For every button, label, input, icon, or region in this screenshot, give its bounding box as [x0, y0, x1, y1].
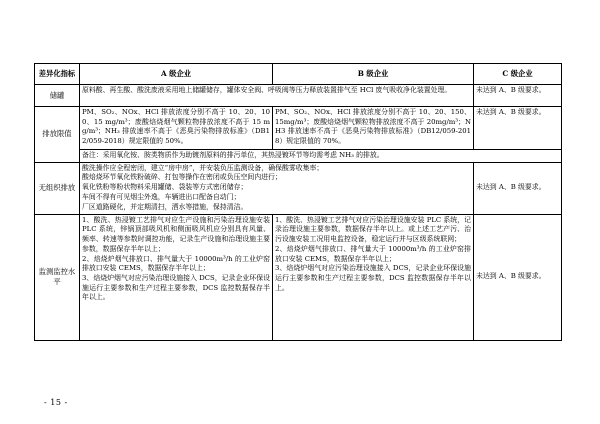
storage-ab-requirement: 原料酸、再生酸、酸洗废液采用地上储罐储存，罐体安全阀、呼吸阀等压力释放装置排气至 HCl 废气吸收净化装置处理。	[80, 85, 474, 107]
table-row-monitoring	[35, 214, 562, 340]
table-row-emission-note	[35, 150, 562, 163]
table-row-storage	[35, 85, 562, 107]
unorganized-ab-requirement: 酸洗操作应全程密闭，建立“房中房”，并安装负压监测设备，确保酸雾收集率； 酸焙烧环节氧化铁粉破碎、打包等操作在密闭或负压空间内进行； 氧化铁粉等粉状物料采用罐储、袋装等方式密闭储存； 车间不得有可见烟尘外逸，车辆进出口配备自动门； 厂区道路硬化，并定期清扫，洒水等措施，保持清洁。	[80, 162, 474, 214]
header-c-level: C 级企业	[474, 64, 562, 85]
indicator-emission: 排放限值	[35, 107, 80, 163]
indicator-storage: 储罐	[35, 85, 80, 107]
monitoring-b-requirement: 1、酸洗、热浸镀工艺排气对应污染治理设施安装 PLC 系统，记录治理设施主要参数，数据保存半年以上。或上述工艺产污、治污设施安装工况用电监控设备，稳定运行并与区级系统联网； 2、焙烧炉烟气排放口、排气量大于 10000m³/h 的工业炉窑排放口安装 CEMS，数据保存半年以上； 3、焙烧炉烟气对应污染治理设施接入 DCS，记录企业环保设施运行主要参数和生产过程主要参数，DCS 监控数据保存半年以上。	[273, 214, 474, 340]
unorganized-c-requirement: 未达到 A、B 级要求。	[474, 162, 562, 214]
table-header-row	[35, 64, 562, 85]
emission-note: 备注：采用氧化铵、胺类物质作为助镀剂原料的排污单位，其热浸镀环节等均需考虑 NH₃ 的排放。	[80, 150, 562, 163]
indicator-monitoring: 监测监控水平	[35, 214, 80, 340]
page-number: - 15 -	[44, 398, 68, 407]
table-row-emission	[35, 107, 562, 150]
emission-b-requirement: PM、SO₂、NOx、HCl 排放浓度分别不高于 10、20、150、15mg/m³；废酸焙烧烟气颗粒物排放浓度不高于 20mg/m³；NH3 排放速率不高于《恶臭污染物排放标准》（DB12/059-2018）规定限值的 70%。	[273, 107, 474, 150]
monitoring-c-requirement: 未达到 A、B 级要求。	[474, 214, 562, 340]
indicator-unorganized: 无组织排放	[35, 162, 80, 214]
header-indicator: 差异化指标	[35, 64, 80, 85]
grading-table	[34, 63, 562, 341]
storage-c-requirement: 未达到 A、B 级要求。	[474, 85, 562, 107]
monitoring-a-requirement: 1、酸洗、热浸镀工艺排气对应生产设施和污染治理设施安装 PLC 系统，锌锅顶部吸风机和侧面吸风机应分别具有风量、频率、转速等参数时调控功能，记录生产设施和治理设施主要参数，数据保存半年以上； 2、焙烧炉烟气排放口、排气量大于 10000m³/h 的工业炉窑排放口安装 CEMS，数据保存半年以上； 3、焙烧炉烟气对应污染治理设施接入 DCS，记录企业环保设施运行主要参数和生产过程主要参数，DCS 监控数据保存半年以上。	[80, 214, 273, 340]
emission-c-requirement: 未达到 A、B 级要求。	[474, 107, 562, 150]
header-b-level: B 级企业	[273, 64, 474, 85]
table-row-unorganized	[35, 162, 562, 214]
emission-a-requirement: PM、SO₂、NOx、HCl 排放浓度分别不高于 10、20、100、15 mg/m³；废酸焙烧烟气颗粒物排放浓度不高于 15 mg/m³；NH₃ 排放速率不高于《恶臭污染物排放标准》（DB12/059-2018）规定限值的 50%。	[80, 107, 273, 150]
header-a-level: A 级企业	[80, 64, 273, 85]
